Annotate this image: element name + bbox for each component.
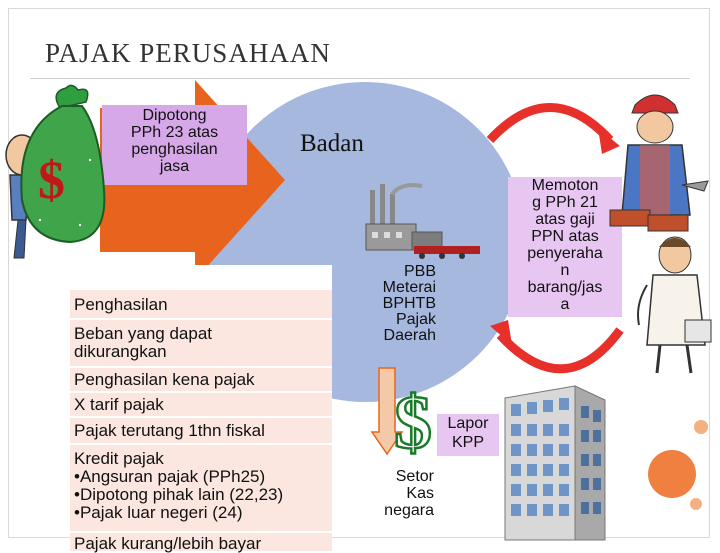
- row-text: •Angsuran pajak (PPh25): [74, 467, 266, 486]
- decorative-dot: [648, 450, 696, 498]
- row-text: X tarif pajak: [74, 395, 164, 414]
- table-row: [70, 393, 332, 418]
- decorative-dot: [690, 498, 702, 510]
- page-title: PAJAK PERUSAHAAN: [45, 38, 331, 68]
- callout-line: penghasilan: [131, 141, 218, 158]
- row-text: Pajak terutang 1thn fiskal: [74, 421, 265, 440]
- tax-item: PBB: [403, 263, 436, 280]
- table-row: [70, 368, 332, 393]
- callout-line: jasa: [159, 158, 190, 175]
- row-text: Pajak kurang/lebih bayar: [74, 534, 262, 553]
- shopper-icon: [625, 225, 715, 375]
- factory-icon: [362, 180, 482, 260]
- row-text: •Dipotong pihak lain (22,23): [74, 485, 284, 504]
- lapor-line: KPP: [451, 434, 484, 451]
- memotong-line: g PPh 21: [532, 194, 598, 211]
- memotong-line: penyeraha: [527, 245, 603, 262]
- memotong-line: Memoton: [531, 177, 599, 194]
- table-row: [70, 445, 332, 533]
- table-row: [70, 320, 332, 368]
- tax-item: Pajak: [395, 311, 436, 328]
- setor-line: Kas: [406, 485, 434, 502]
- table-row: [70, 418, 332, 445]
- row-text: •Pajak luar negeri (24): [74, 503, 243, 522]
- memotong-line: PPN atas: [531, 228, 599, 245]
- setor-line: Setor: [395, 468, 434, 485]
- tax-item: Daerah: [383, 327, 436, 344]
- memotong-line: a: [560, 296, 570, 313]
- construction-worker-icon: [600, 85, 710, 245]
- row-text: Beban yang dapat: [74, 324, 213, 343]
- memotong-line: atas gaji: [535, 211, 595, 228]
- table-row: [70, 533, 332, 553]
- tax-calculation-table: [70, 265, 332, 553]
- memotong-line: barang/jas: [527, 279, 603, 296]
- callout-line: Dipotong: [142, 107, 207, 124]
- tax-item: Meterai: [382, 279, 436, 296]
- money-bag-icon: [0, 80, 105, 270]
- title-underline: [30, 78, 690, 79]
- center-label: Badan: [300, 130, 364, 157]
- svg-text:$: $: [394, 381, 432, 465]
- regional-tax-list: [366, 264, 436, 344]
- callout-line: PPh 23 atas: [130, 124, 219, 141]
- dollar-sign-icon: [392, 380, 442, 465]
- lapor-kpp-box: [437, 414, 499, 456]
- setor-line: negara: [384, 502, 434, 519]
- callout-pph23: [102, 105, 247, 185]
- setor-kas-negara: [364, 468, 434, 519]
- row-text: Penghasilan: [74, 295, 168, 314]
- memotong-line: n: [560, 262, 570, 279]
- tax-item: BPHTB: [382, 295, 436, 312]
- svg-text:$: $: [38, 150, 65, 210]
- row-text: Kredit pajak: [74, 449, 164, 468]
- decorative-dot: [694, 420, 708, 434]
- row-text: Penghasilan kena pajak: [74, 370, 255, 389]
- lapor-line: Lapor: [447, 415, 489, 432]
- row-text: dikurangkan: [74, 342, 167, 361]
- table-row: [70, 290, 332, 320]
